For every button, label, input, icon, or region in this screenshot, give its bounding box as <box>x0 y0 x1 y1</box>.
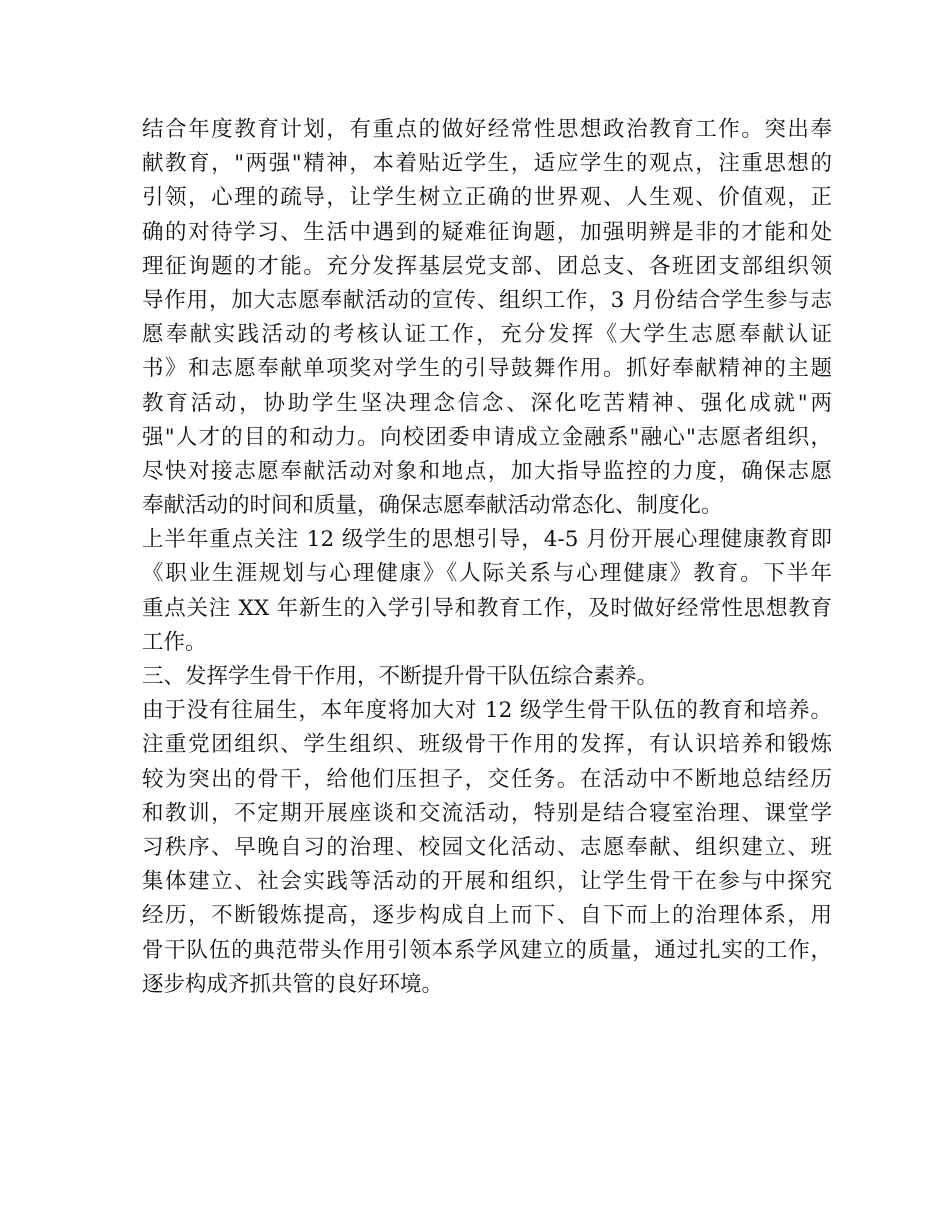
text-line: 上半年重点关注 12 级学生的思想引导，4-5 月份开展心理健康教育即 <box>142 527 832 553</box>
text-line: 导作用，加大志愿奉献活动的宣传、组织工作，3 月份结合学生参与志 <box>142 287 832 313</box>
text-line: 重点关注 XX 年新生的入学引导和教育工作，及时做好经常性思想教育 <box>142 595 832 621</box>
text-line: 骨干队伍的典范带头作用引领本系学风建立的质量，通过扎实的工作， <box>142 937 832 963</box>
text-line: 献教育，"两强"精神，本着贴近学生，适应学生的观点，注重思想的 <box>142 151 832 177</box>
text-line: 确的对待学习、生活中遇到的疑难征询题，加强明辨是非的才能和处 <box>142 219 832 245</box>
text-line: 引领，心理的疏导，让学生树立正确的世界观、人生观、价值观，正 <box>142 185 832 211</box>
text-line: 教育活动，协助学生坚决理念信念、深化吃苦精神、强化成就"两 <box>142 390 832 416</box>
text-line: 习秩序、早晚自习的治理、校园文化活动、志愿奉献、组织建立、班 <box>142 834 832 860</box>
text-line: 逐步构成齐抓共管的良好环境。 <box>142 971 444 997</box>
text-line: 经历，不断锻炼提高，逐步构成自上而下、自下而上的治理体系，用 <box>142 903 832 929</box>
text-line: 由于没有往届生，本年度将加大对 12 级学生骨干队伍的教育和培养。 <box>142 698 832 724</box>
body-text <box>142 113 832 1002</box>
text-line: 工作。 <box>142 629 207 655</box>
text-line: 和教训，不定期开展座谈和交流活动，特别是结合寝室治理、课堂学 <box>142 800 832 826</box>
section-heading: 三、发挥学生骨干作用，不断提升骨干队伍综合素养。 <box>142 664 659 689</box>
text-line: 奉献活动的时间和质量，确保志愿奉献活动常态化、制度化。 <box>142 493 723 519</box>
text-line: 注重党团组织、学生组织、班级骨干作用的发挥，有认识培养和锻炼 <box>142 732 832 758</box>
text-line: 《职业生涯规划与心理健康》《人际关系与心理健康》教育。下半年 <box>142 561 832 587</box>
text-line: 结合年度教育计划，有重点的做好经常性思想政治教育工作。突出奉 <box>142 117 832 142</box>
text-line: 愿奉献实践活动的考核认证工作，充分发挥《大学生志愿奉献认证 <box>142 322 832 348</box>
text-line: 较为突出的骨干，给他们压担子，交任务。在活动中不断地总结经历 <box>142 766 832 792</box>
text-line: 理征询题的才能。充分发挥基层党支部、团总支、各班团支部组织领 <box>142 253 832 279</box>
text-line: 尽快对接志愿奉献活动对象和地点，加大指导监控的力度，确保志愿 <box>142 458 832 484</box>
text-line: 强"人才的目的和动力。向校团委申请成立金融系"融心"志愿者组织， <box>142 424 832 450</box>
text-line: 集体建立、社会实践等活动的开展和组织，让学生骨干在参与中探究 <box>142 869 832 895</box>
text-line: 书》和志愿奉献单项奖对学生的引导鼓舞作用。抓好奉献精神的主题 <box>142 356 832 382</box>
